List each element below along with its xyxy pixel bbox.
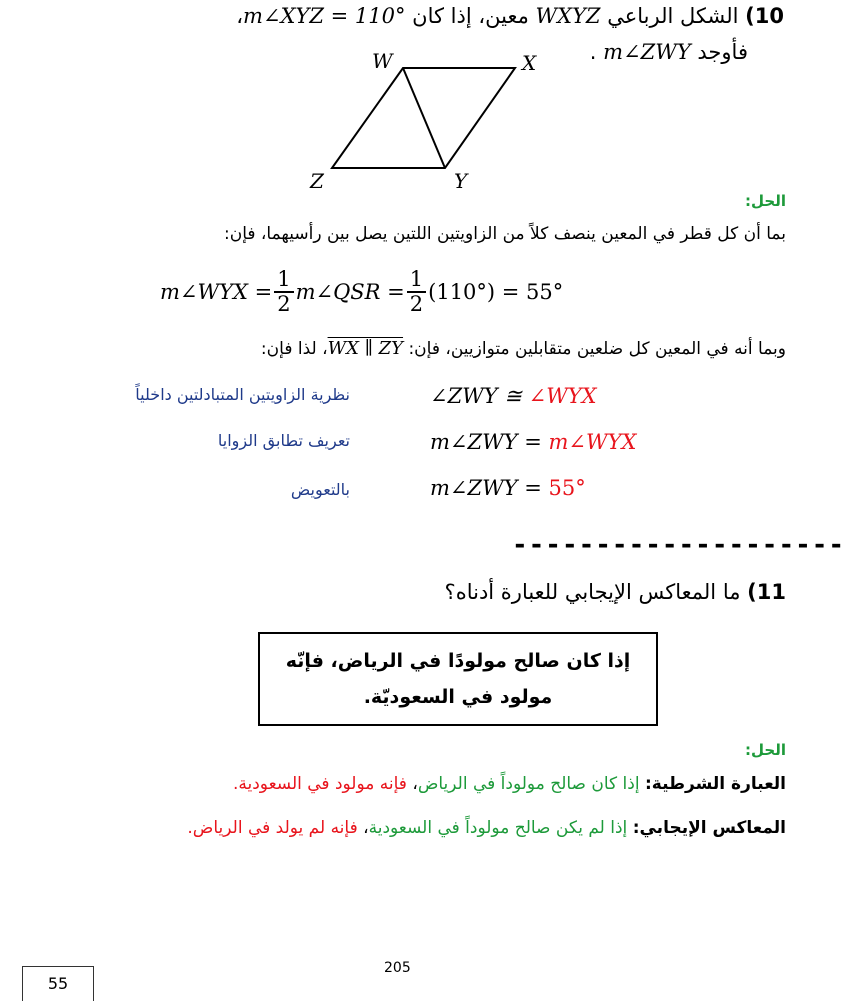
- q10-angle: m∠XYZ = 110°: [243, 4, 406, 28]
- q10-comma: ،: [236, 4, 244, 28]
- eq-frac-1: [274, 268, 293, 316]
- diagonal-wy: [403, 68, 445, 168]
- conditional-statement: [233, 774, 786, 794]
- step3-red: 55°: [548, 476, 586, 500]
- solution10-equation: [160, 262, 563, 322]
- page-box: 55: [22, 966, 94, 1001]
- eq-frac-1-num: 1: [274, 268, 293, 293]
- contra-sep: ،: [357, 818, 369, 838]
- step1-red: ∠WYX: [528, 384, 597, 408]
- q11-number: 11): [747, 580, 786, 604]
- contrapositive-statement: [187, 818, 786, 838]
- q10-find: فأوجد: [697, 40, 748, 64]
- rhombus-figure: [300, 48, 540, 198]
- solution11-heading: الحل:: [745, 741, 786, 759]
- q10-number: 10): [745, 4, 784, 28]
- label-y: Y: [454, 169, 468, 193]
- eq-frac-2-den: 2: [409, 292, 424, 316]
- step2-expression: [430, 430, 636, 454]
- cond-hypothesis: إذا كان صالح مولوداً في الرياض: [417, 774, 640, 794]
- q11-text: ما المعاكس الإيجابي للعبارة أدناه؟: [444, 580, 741, 604]
- cond-sep: ،: [406, 774, 418, 794]
- section-separator: --------------------: [512, 530, 845, 560]
- contra-conclusion: فإنه لم يولد في الرياض.: [187, 818, 358, 838]
- q10-period: .: [589, 40, 597, 64]
- step3-expression: [430, 476, 586, 500]
- eq-rhs: (110°) = 55°: [428, 280, 564, 304]
- q10-text-b: معين، إذا كان: [412, 4, 529, 28]
- eq-lhs: m∠WYX =: [160, 280, 273, 304]
- cond-label: العبارة الشرطية:: [644, 774, 786, 794]
- q10-shape: WXYZ: [535, 4, 601, 28]
- line2-end: ، لذا فإن:: [260, 339, 328, 359]
- page-number: 205: [384, 960, 411, 976]
- cond-conclusion: فإنه مولود في السعودية.: [232, 774, 407, 794]
- solution10-heading: الحل:: [745, 192, 786, 210]
- contra-label: المعاكس الإيجابي:: [632, 818, 786, 838]
- q10-line2: [590, 40, 748, 64]
- step1-reason: نظرية الزاويتين المتبادلتين داخلياً: [135, 385, 350, 404]
- q11-line: [445, 580, 786, 604]
- step3-black: m∠ZWY =: [430, 476, 549, 500]
- q10-text-a: الشكل الرباعي: [607, 4, 739, 28]
- eq-frac-2: [407, 268, 426, 316]
- eq-frac-1-den: 2: [277, 292, 291, 316]
- q10-target-angle: m∠ZWY: [603, 40, 691, 64]
- step2-black: m∠ZWY =: [430, 430, 549, 454]
- label-w: W: [372, 49, 393, 73]
- statement-line2: مولود في السعوديّة.: [363, 686, 553, 708]
- eq-mid: m∠QSR =: [295, 280, 405, 304]
- eq-frac-2-num: 1: [407, 268, 426, 293]
- q10-line1: [236, 4, 784, 28]
- contra-hypothesis: إذا لم يكن صالح مولوداً في السعودية: [368, 818, 628, 838]
- step3-reason: بالتعويض: [290, 480, 350, 499]
- step2-reason: تعريف تطابق الزوايا: [217, 431, 350, 450]
- solution10-line2: [261, 338, 786, 359]
- step1-black: ∠ZWY ≅: [430, 384, 529, 408]
- statement-box: [258, 632, 658, 726]
- statement-line1: إذا كان صالح مولودًا في الرياض، فإنّه: [285, 650, 631, 672]
- label-x: X: [522, 51, 537, 75]
- step1-expression: [430, 384, 597, 408]
- line2-text: وبما أنه في المعين كل ضلعين متقابلين متوازيين، فإن:: [408, 339, 786, 359]
- step2-red: m∠WYX: [548, 430, 637, 454]
- label-z: Z: [310, 169, 324, 193]
- line2-parallel: WX ∥ ZY: [327, 338, 404, 359]
- solution10-line1: بما أن كل قطر في المعين ينصف كلاً من الزاويتين اللتين يصل بين رأسيهما، فإن:: [224, 224, 786, 244]
